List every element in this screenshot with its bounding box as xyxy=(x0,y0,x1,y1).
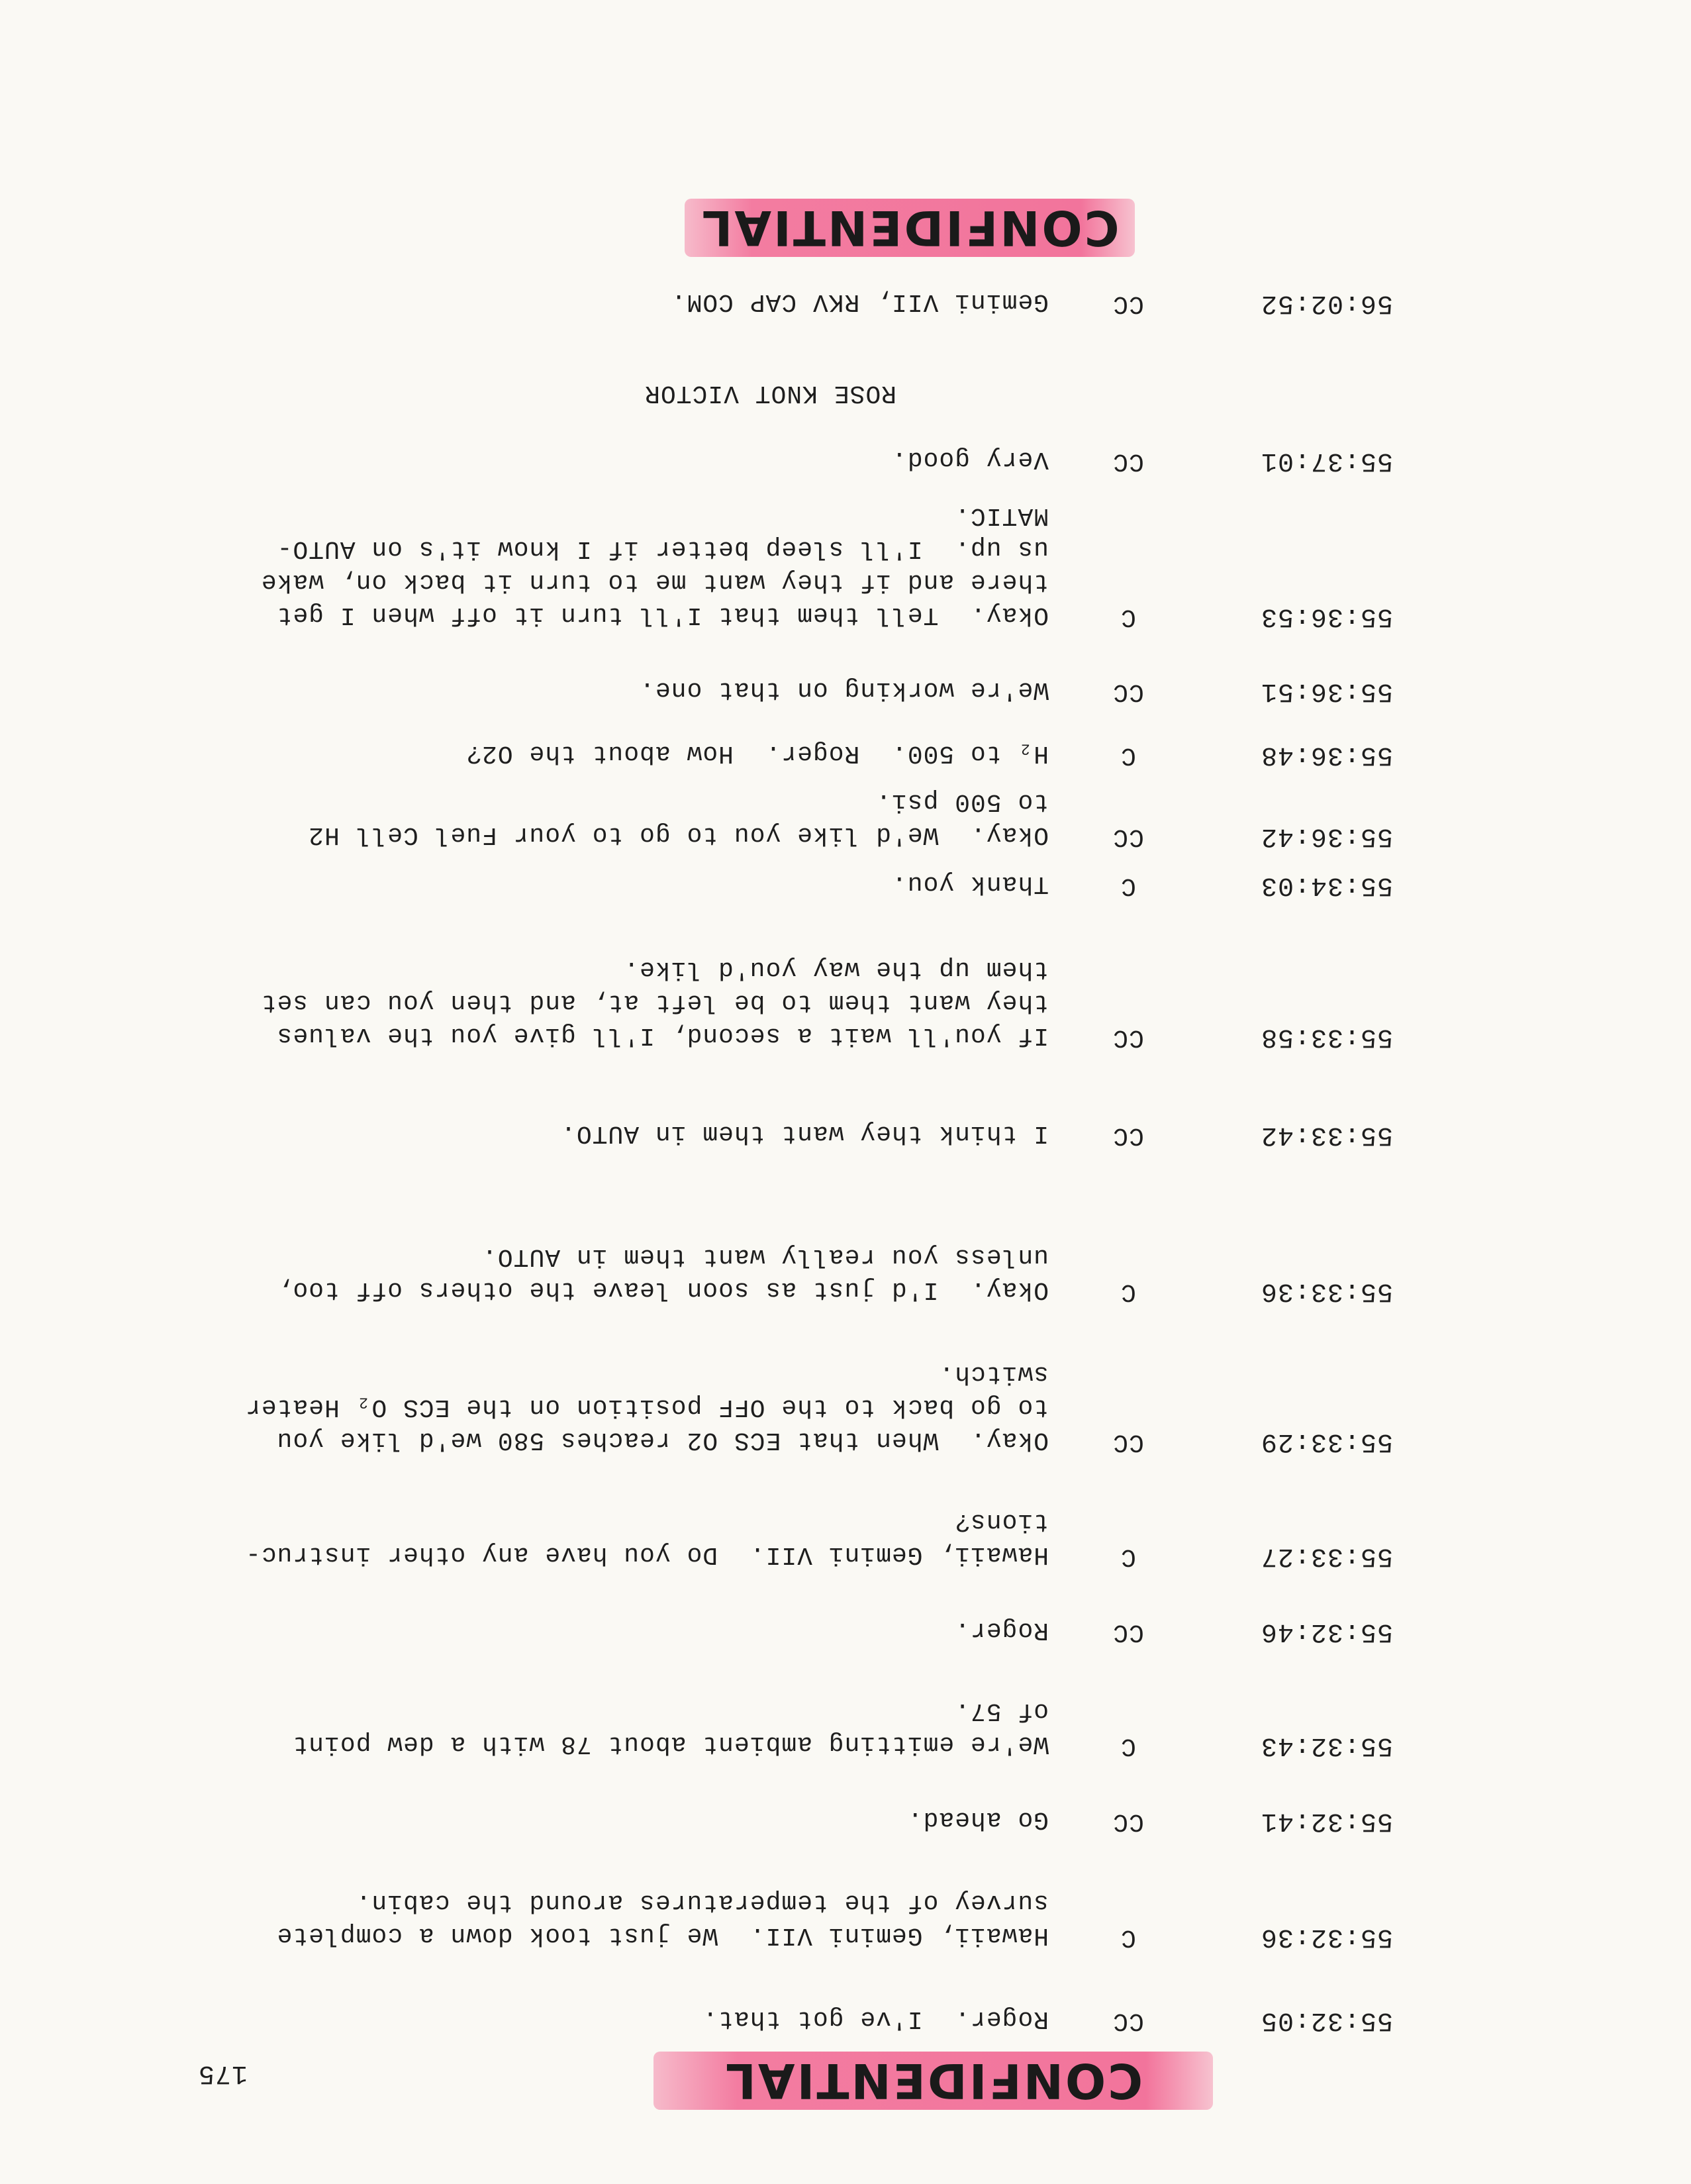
speaker: C xyxy=(1120,1277,1136,1306)
utterance xyxy=(122,736,1049,769)
timestamp: 56:02:52 xyxy=(1260,288,1393,318)
timestamp: 55:37:01 xyxy=(1260,446,1393,475)
speaker: CC xyxy=(1112,1428,1144,1456)
utterance xyxy=(122,673,1049,706)
timestamp: 55:36:48 xyxy=(1260,740,1393,769)
utterance-line: Gemini VII, RKV CAP COM. xyxy=(670,287,1049,316)
speaker: C xyxy=(1120,741,1136,769)
speaker: CC xyxy=(1112,447,1144,475)
utterance xyxy=(122,285,1049,318)
utterance-line: If you'll wait a second, I'll give you the values xyxy=(276,1021,1049,1050)
section-heading: ROSE KNOT VICTOR xyxy=(644,379,896,407)
timestamp: 55:33:29 xyxy=(1260,1426,1393,1456)
timestamp: 55:32:36 xyxy=(1260,1922,1393,1952)
utterance-line: We're working on that one. xyxy=(639,675,1049,704)
timestamp: 55:33:58 xyxy=(1260,1022,1393,1052)
utterance-line: Roger. xyxy=(954,1616,1049,1644)
utterance-line: Okay. Tell them that I'll turn it off when I get xyxy=(276,601,1049,629)
speaker: CC xyxy=(1112,677,1144,706)
speaker: CC xyxy=(1112,2007,1144,2035)
utterance xyxy=(122,952,1049,1052)
speaker: CC xyxy=(1112,1618,1144,1646)
utterance xyxy=(122,1694,1049,1760)
utterance xyxy=(122,499,1049,631)
speaker: C xyxy=(1120,871,1136,900)
utterance-line: tions? xyxy=(954,1507,1049,1536)
utterance-line: to go back to the OFF position on the ECS O₂ Heater xyxy=(245,1393,1049,1421)
utterance-line: us up. I'll sleep better if I know it's on AUTO- xyxy=(276,534,1049,563)
utterance-line: Very good. xyxy=(891,445,1049,473)
utterance-line: to 500 psi. xyxy=(875,787,1049,816)
timestamp: 55:32:41 xyxy=(1260,1806,1393,1836)
utterance-line: H₂ to 500. Roger. How about the O2? xyxy=(465,739,1049,768)
utterance-line: of 57. xyxy=(954,1697,1049,1725)
speaker: C xyxy=(1120,1542,1136,1571)
utterance-line: there and if they want me to turn it back on, wake xyxy=(260,568,1049,596)
utterance-line: We're emitting ambient about 78 with a dew point xyxy=(292,1730,1049,1758)
timestamp: 55:33:42 xyxy=(1260,1120,1393,1150)
utterance xyxy=(122,2002,1049,2035)
utterance-line: them up the way you'd like. xyxy=(623,955,1049,983)
utterance xyxy=(122,867,1049,900)
timestamp: 55:33:36 xyxy=(1260,1276,1393,1306)
utterance-line: switch. xyxy=(938,1360,1049,1388)
speaker: C xyxy=(1120,603,1136,631)
utterance xyxy=(122,442,1049,475)
confidential-stamp-top xyxy=(653,2052,1213,2110)
timestamp: 55:36:53 xyxy=(1260,601,1393,631)
page-number: 175 xyxy=(197,2058,248,2088)
utterance-line: I think they want them in AUTO. xyxy=(560,1119,1049,1148)
speaker: C xyxy=(1120,1732,1136,1760)
utterance-line: MATIC. xyxy=(954,501,1049,530)
utterance-line: Hawaii, Gemini VII. Do you have any other instruc- xyxy=(245,1540,1049,1569)
speaker: CC xyxy=(1112,822,1144,851)
timestamp: 55:32:46 xyxy=(1260,1616,1393,1646)
utterance-line: Hawaii, Gemini VII. We just took down a complete xyxy=(276,1921,1049,1950)
utterance-line: Roger. I've got that. xyxy=(702,2005,1049,2033)
utterance xyxy=(122,785,1049,851)
utterance-line: Thank you. xyxy=(891,869,1049,898)
speaker: C xyxy=(1120,1923,1136,1952)
utterance xyxy=(122,1357,1049,1456)
utterance-line: Okay. We'd like you to go to your Fuel Cell H2 xyxy=(308,820,1049,849)
speaker: CC xyxy=(1112,1023,1144,1052)
utterance xyxy=(122,1803,1049,1836)
utterance-line: Okay. I'd just as soon leave the others off too, xyxy=(276,1275,1049,1304)
utterance xyxy=(122,1505,1049,1571)
utterance-line: survey of the temperatures around the cabin. xyxy=(355,1888,1049,1916)
confidential-stamp-top-text: CONFIDENTIAL xyxy=(724,2053,1143,2109)
utterance xyxy=(122,1117,1049,1150)
confidential-stamp-bottom xyxy=(685,199,1135,257)
timestamp: 55:32:05 xyxy=(1260,2005,1393,2035)
timestamp: 55:34:03 xyxy=(1260,870,1393,900)
confidential-stamp-bottom-text: CONFIDENTIAL xyxy=(700,200,1120,256)
timestamp: 55:33:27 xyxy=(1260,1541,1393,1571)
speaker: CC xyxy=(1112,1807,1144,1836)
utterance xyxy=(122,1240,1049,1306)
timestamp: 55:36:51 xyxy=(1260,676,1393,706)
speaker: CC xyxy=(1112,1121,1144,1150)
utterance-line: Go ahead. xyxy=(906,1805,1049,1834)
utterance-line: Okay. When that ECS O2 reaches 580 we'd like you xyxy=(276,1426,1049,1454)
speaker: CC xyxy=(1112,289,1144,318)
utterance-line: they want them to be left at, and then you can set xyxy=(260,988,1049,1017)
timestamp: 55:32:43 xyxy=(1260,1730,1393,1760)
utterance xyxy=(122,1885,1049,1952)
utterance xyxy=(122,1613,1049,1646)
utterance-line: unless you really want them in AUTO. xyxy=(481,1242,1049,1271)
timestamp: 55:36:42 xyxy=(1260,821,1393,851)
